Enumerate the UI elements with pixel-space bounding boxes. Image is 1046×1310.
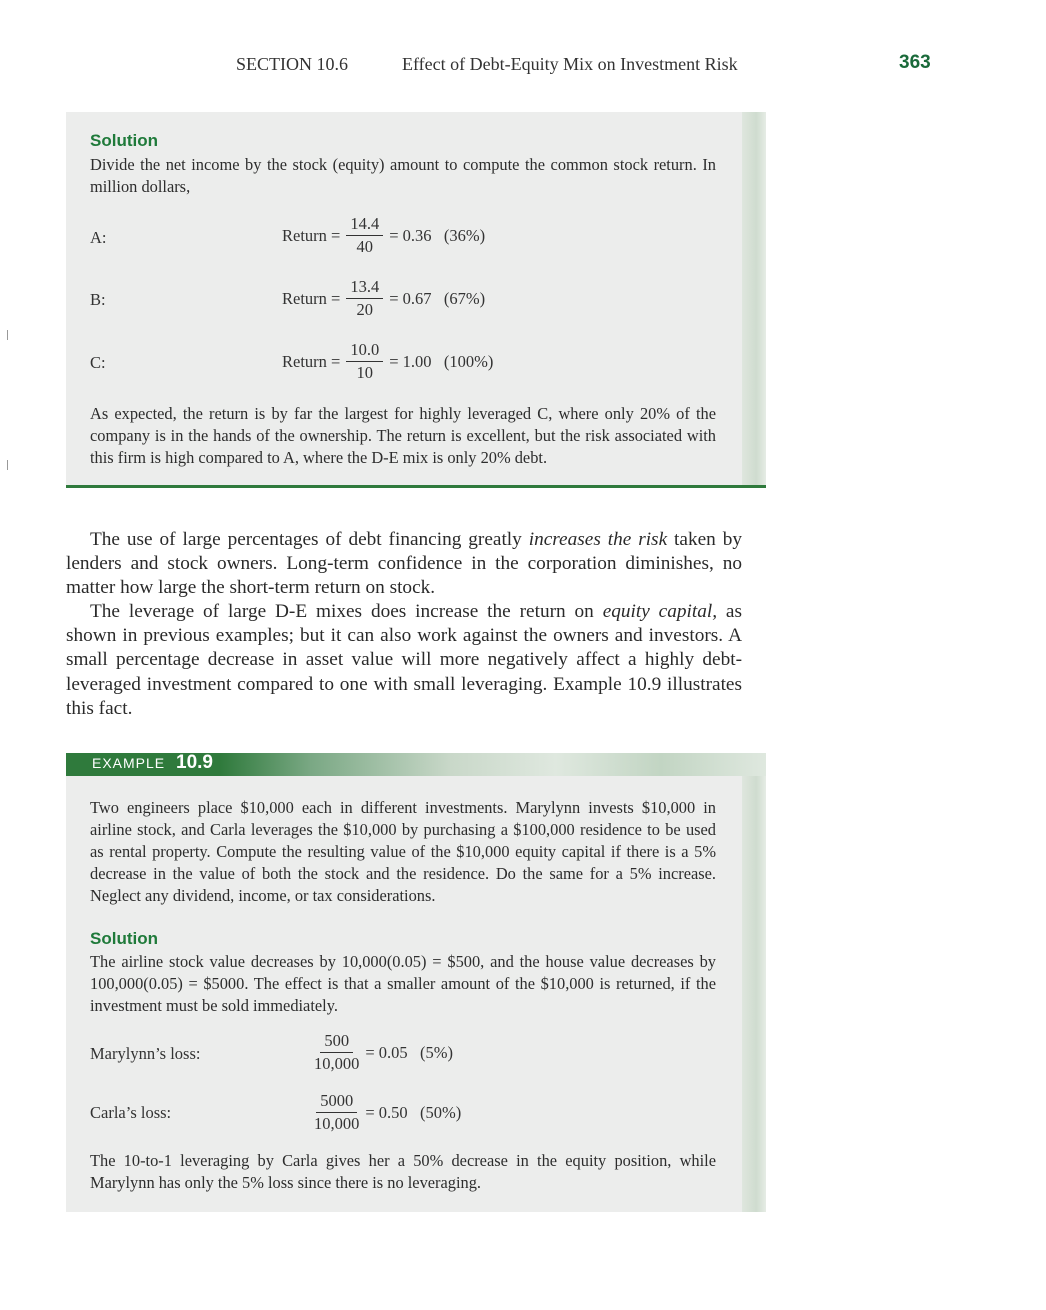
carla-loss-equation: [308, 1091, 461, 1134]
fraction: [346, 340, 383, 383]
denominator: 40: [356, 237, 374, 256]
fraction: [314, 1031, 359, 1074]
equation-lhs: Return =: [282, 288, 341, 308]
denominator: 10,000: [314, 1114, 360, 1133]
equation-lhs: Return =: [282, 225, 341, 245]
margin-mark: [7, 330, 8, 340]
marylynn-loss-equation: [308, 1031, 453, 1074]
example-problem: Two engineers place $10,000 each in different investments. Marylynn invests $10,000 in airline stock, and Carla leverages the $10,000 by purchasing a $100,000 residence to be used as rental property. Compute the resulting value of the $10,000 equity capital if there is a 5% decrease in the value of both the stock and the residence. Do the same for a 5% increase. Neglect any dividend, income, or tax considerations.: [90, 798, 716, 905]
option-c-equation: [282, 340, 493, 383]
marylynn-loss-label: Marylynn’s loss:: [90, 1044, 201, 1063]
option-b-label: B:: [90, 290, 106, 309]
body-text: as shown in previous examples; but it can also work against the owners and investors. A small percentage decrease in asset value will more negatively affect a highly debt-leveraged investment compared to one with small leveraging. Example 10.9 illustrates this fact.: [66, 601, 742, 719]
equation-lhs: Return =: [282, 351, 341, 371]
section-title: Effect of Debt-Equity Mix on Investment Risk: [402, 54, 738, 74]
example-solution-text: The airline stock value decreases by 10,000(0.05) = $500, and the house value decreases by 100,000(0.05) = $5000. The effect is that a smaller amount of the $10,000 is returned, if the investment must be sold immediately.: [90, 952, 716, 1015]
option-c-label: C:: [90, 353, 106, 372]
solution-box-1-bottom-rule: [66, 485, 766, 488]
solution-box-1-side-strip: [742, 112, 766, 486]
numerator: 10.0: [346, 340, 383, 362]
denominator: 10,000: [314, 1054, 360, 1073]
numerator: 5000: [316, 1091, 357, 1113]
equation-rhs: = 1.00 (100%): [389, 351, 494, 371]
section-label: SECTION 10.6: [236, 54, 348, 74]
equation-rhs: = 0.67 (67%): [389, 288, 486, 308]
example-box-side-strip: [742, 776, 766, 1212]
example-label: EXAMPLE: [92, 755, 166, 771]
fraction: [346, 214, 383, 257]
equation-rhs: = 0.36 (36%): [389, 225, 486, 245]
solution-intro: Divide the net income by the stock (equity) amount to compute the common stock return. In million dollars,: [90, 155, 716, 196]
body-paragraph-2: [66, 600, 742, 721]
body-text: The use of large percentages of debt financing greatly: [90, 529, 529, 550]
equation-rhs: = 0.50 (50%): [365, 1102, 462, 1122]
numerator: 500: [320, 1031, 353, 1053]
example-conclusion: The 10-to-1 leveraging by Carla gives her a 50% decrease in the equity position, while Marylynn has only the 5% loss since there is no leveraging.: [90, 1151, 716, 1192]
emphasis-text: equity capital,: [602, 601, 718, 622]
carla-loss-label: Carla’s loss:: [90, 1103, 172, 1122]
fraction: [314, 1091, 359, 1134]
numerator: 13.4: [346, 277, 383, 299]
option-a-equation: [282, 214, 485, 257]
example-number: 10.9: [176, 752, 213, 773]
equation-rhs: = 0.05 (5%): [365, 1042, 454, 1062]
body-text: The leverage of large D-E mixes does increase the return on: [90, 601, 603, 622]
example-solution-heading: Solution: [90, 929, 158, 948]
emphasis-text: increases the risk: [528, 529, 668, 550]
denominator: 10: [356, 363, 374, 382]
denominator: 20: [356, 300, 374, 319]
fraction: [346, 277, 383, 320]
running-header: [0, 52, 1046, 80]
margin-mark: [7, 460, 8, 470]
solution-conclusion: As expected, the return is by far the largest for highly leveraged C, where only 20% of the company is in the hands of the ownership. The return is excellent, but the risk associated with this firm is high compared to A, where the D-E mix is only 20% debt.: [90, 404, 716, 467]
solution-heading: Solution: [90, 131, 158, 150]
body-paragraph-1: [66, 528, 742, 601]
example-banner: [66, 753, 766, 776]
option-b-equation: [282, 277, 485, 320]
numerator: 14.4: [346, 214, 383, 236]
body-text: taken by lenders and stock owners. Long-term confidence in the corporation diminishes, no matter how large the short-term return on stock.: [66, 529, 742, 599]
option-a-label: A:: [90, 228, 107, 247]
page-number: 363: [899, 52, 931, 73]
